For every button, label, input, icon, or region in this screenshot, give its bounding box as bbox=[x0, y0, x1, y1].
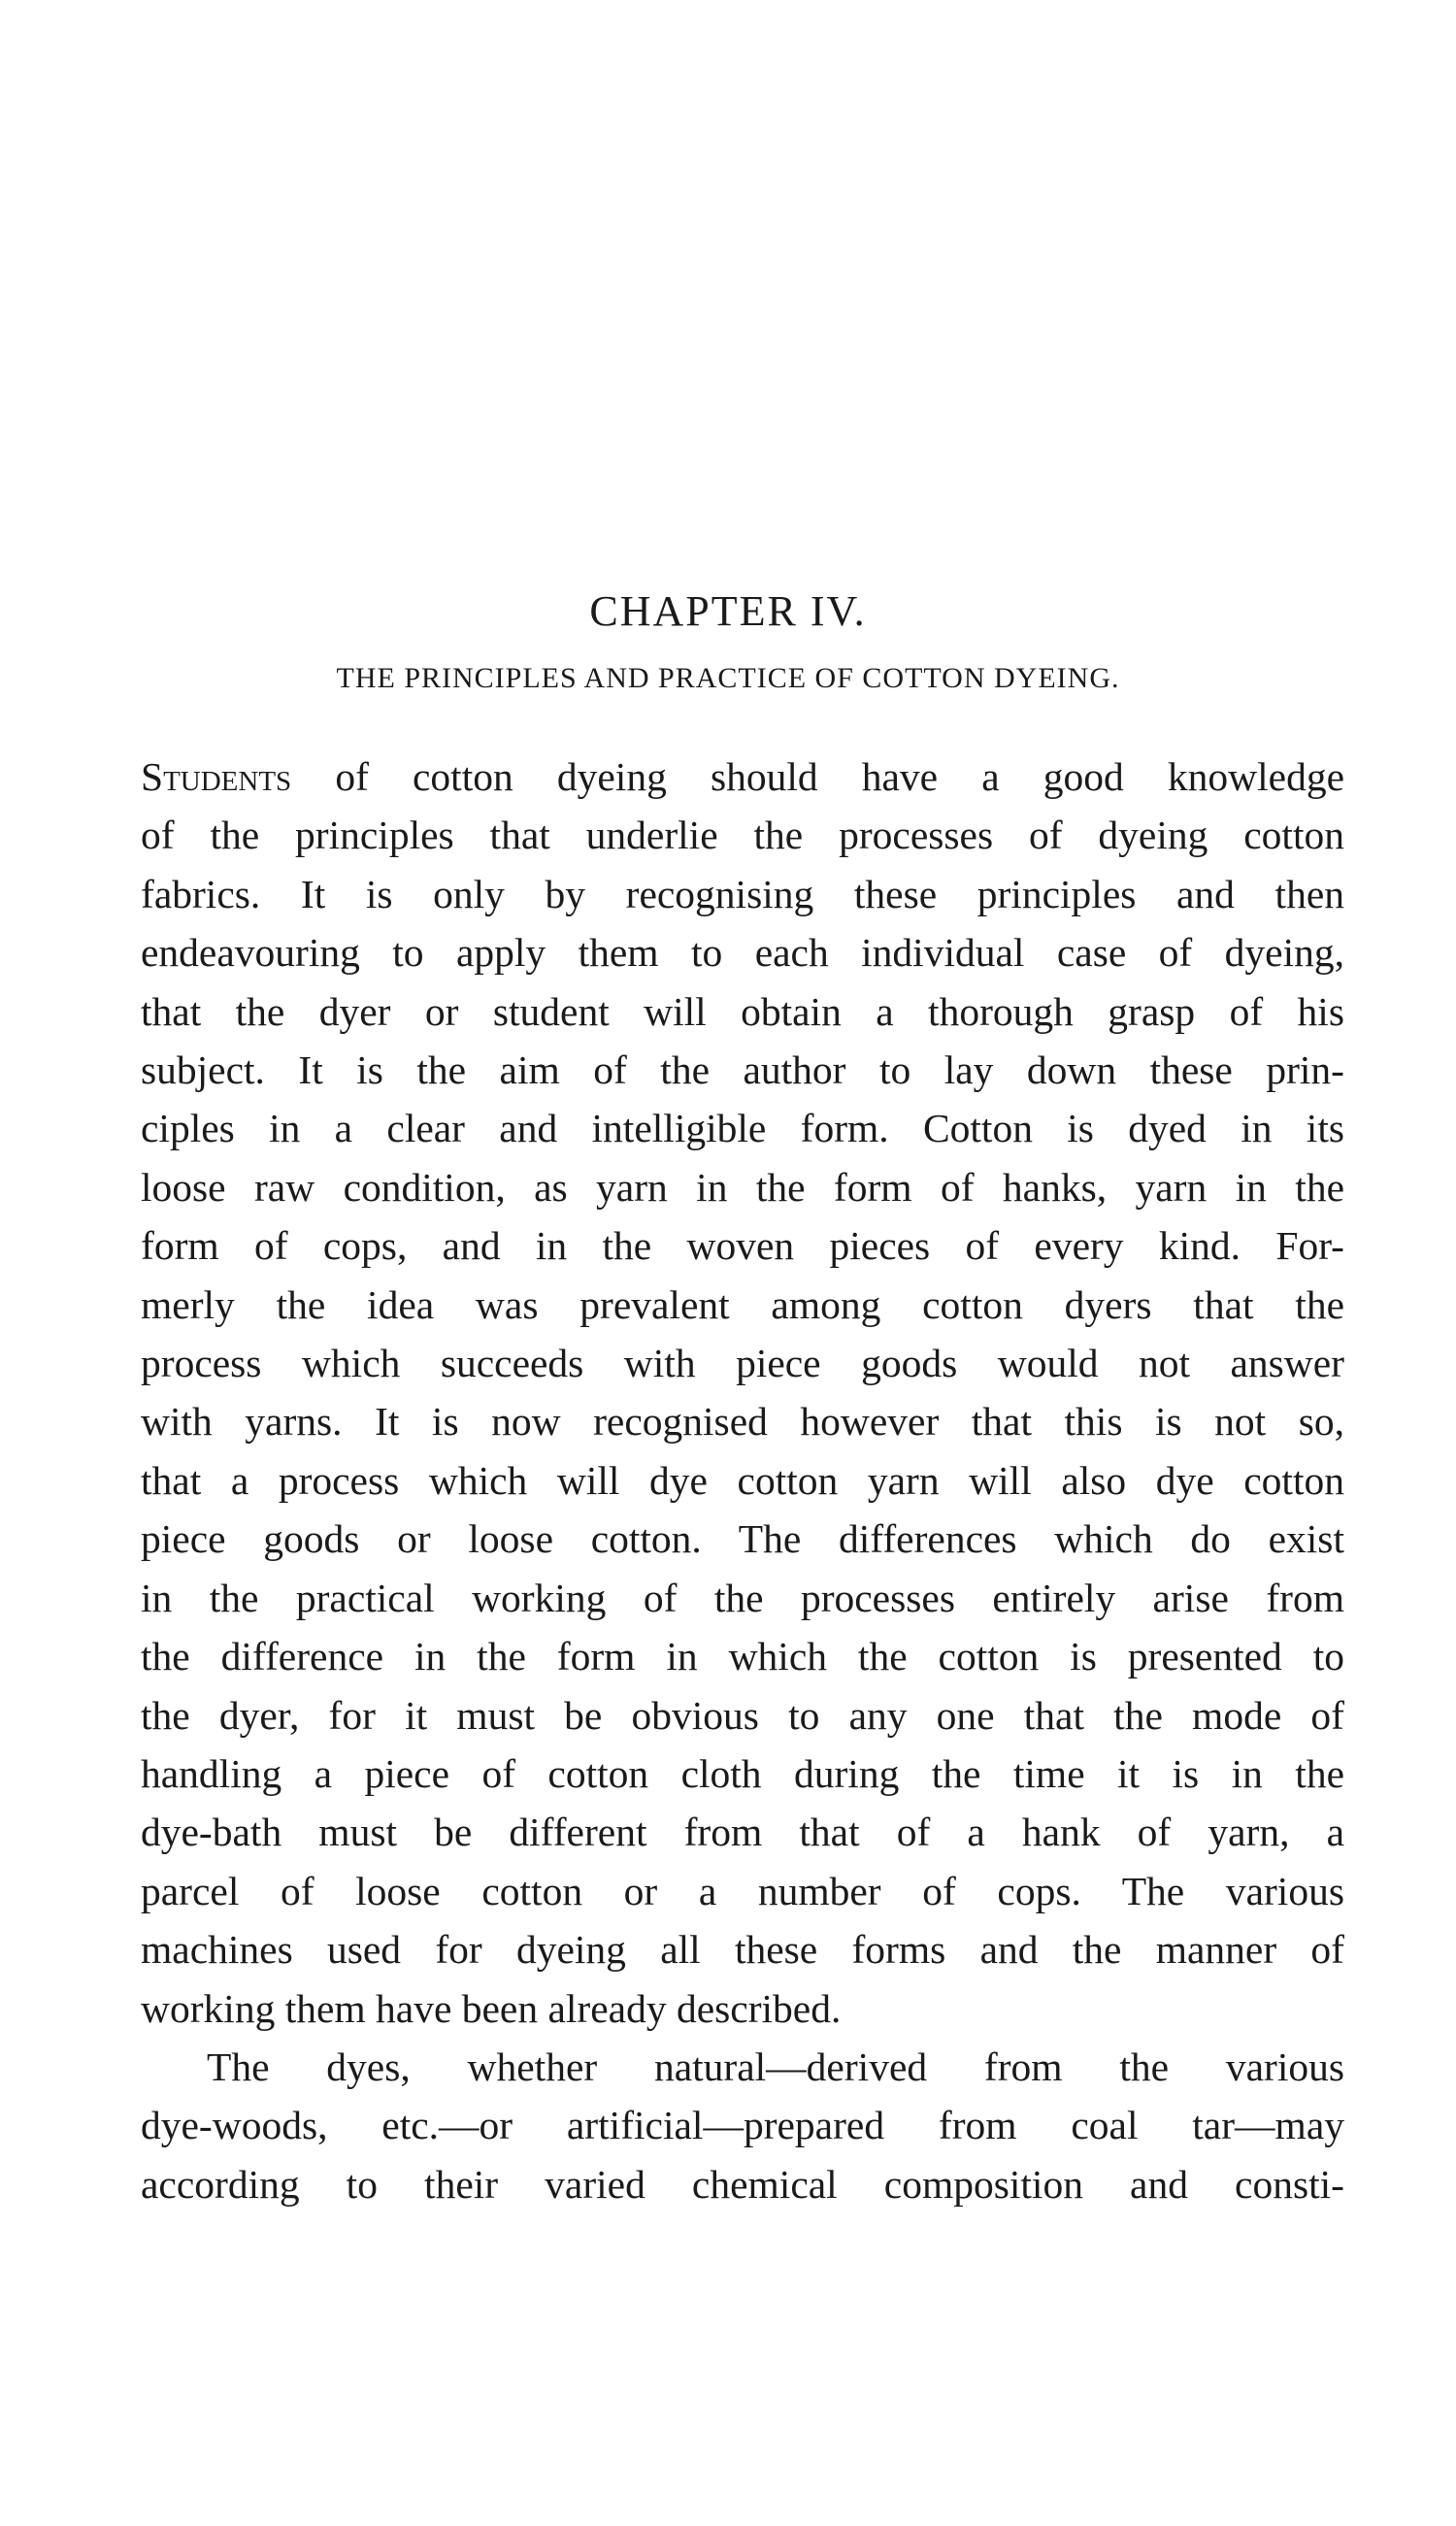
text-line: parcel of loose cotton or a number of cops. The various bbox=[141, 1868, 1344, 1913]
text-line: Students of cotton dyeing should have a good knowledge bbox=[141, 754, 1344, 799]
text-line: that the dyer or student will obtain a thorough grasp of his bbox=[141, 988, 1344, 1034]
paragraph-1 bbox=[141, 748, 1344, 2038]
text-line: working them have been already described. bbox=[141, 1985, 842, 2031]
text-line: machines used for dyeing all these forms and the manner of bbox=[141, 1927, 1344, 1973]
text-line: The dyes, whether natural—derived from the various bbox=[207, 2044, 1344, 2089]
text-line: according to their varied chemical composition and consti- bbox=[141, 2161, 1344, 2207]
text-line: dye-bath must be different from that of a hank of yarn, a bbox=[141, 1810, 1344, 1855]
chapter-subtitle: THE PRINCIPLES AND PRACTICE OF COTTON DYEING. bbox=[336, 662, 1120, 694]
paragraph-2 bbox=[141, 2038, 1344, 2213]
text-line: endeavouring to apply them to each individual case of dyeing, bbox=[141, 930, 1344, 976]
text-line: fabrics. It is only by recognising these principles and then bbox=[141, 871, 1344, 916]
body-text bbox=[141, 748, 1344, 2213]
text-line: of the principles that underlie the processes of dyeing cotton bbox=[141, 813, 1344, 858]
text-line: subject. It is the aim of the author to lay down these prin- bbox=[141, 1047, 1344, 1093]
text-line: piece goods or loose cotton. The differences which do exist bbox=[141, 1516, 1344, 1562]
chapter-title: CHAPTER IV. bbox=[589, 587, 867, 636]
text-line: loose raw condition, as yarn in the form of hanks, yarn in the bbox=[141, 1164, 1344, 1210]
lead-word: Students bbox=[141, 754, 292, 799]
text-line: the dyer, for it must be obvious to any one that the mode of bbox=[141, 1692, 1344, 1738]
text-line: dye-woods, etc.—or artificial—prepared from coal tar—may bbox=[141, 2103, 1344, 2148]
text-line: form of cops, and in the woven pieces of every kind. For- bbox=[141, 1223, 1344, 1269]
text-line: the difference in the form in which the cotton is presented to bbox=[141, 1634, 1344, 1679]
text-line: handling a piece of cotton cloth during the time it is in the bbox=[141, 1750, 1344, 1796]
text-line: process which succeeds with piece goods would not answer bbox=[141, 1341, 1344, 1386]
text-line: with yarns. It is now recognised however that this is not so, bbox=[141, 1399, 1344, 1445]
text-line: in the practical working of the processes entirely arise from bbox=[141, 1575, 1344, 1620]
text-line: ciples in a clear and intelligible form. Cotton is dyed in its bbox=[141, 1106, 1344, 1151]
text-line: that a process which will dye cotton yarn will also dye cotton bbox=[141, 1457, 1344, 1503]
text-line: merly the idea was prevalent among cotton dyers that the bbox=[141, 1281, 1344, 1327]
